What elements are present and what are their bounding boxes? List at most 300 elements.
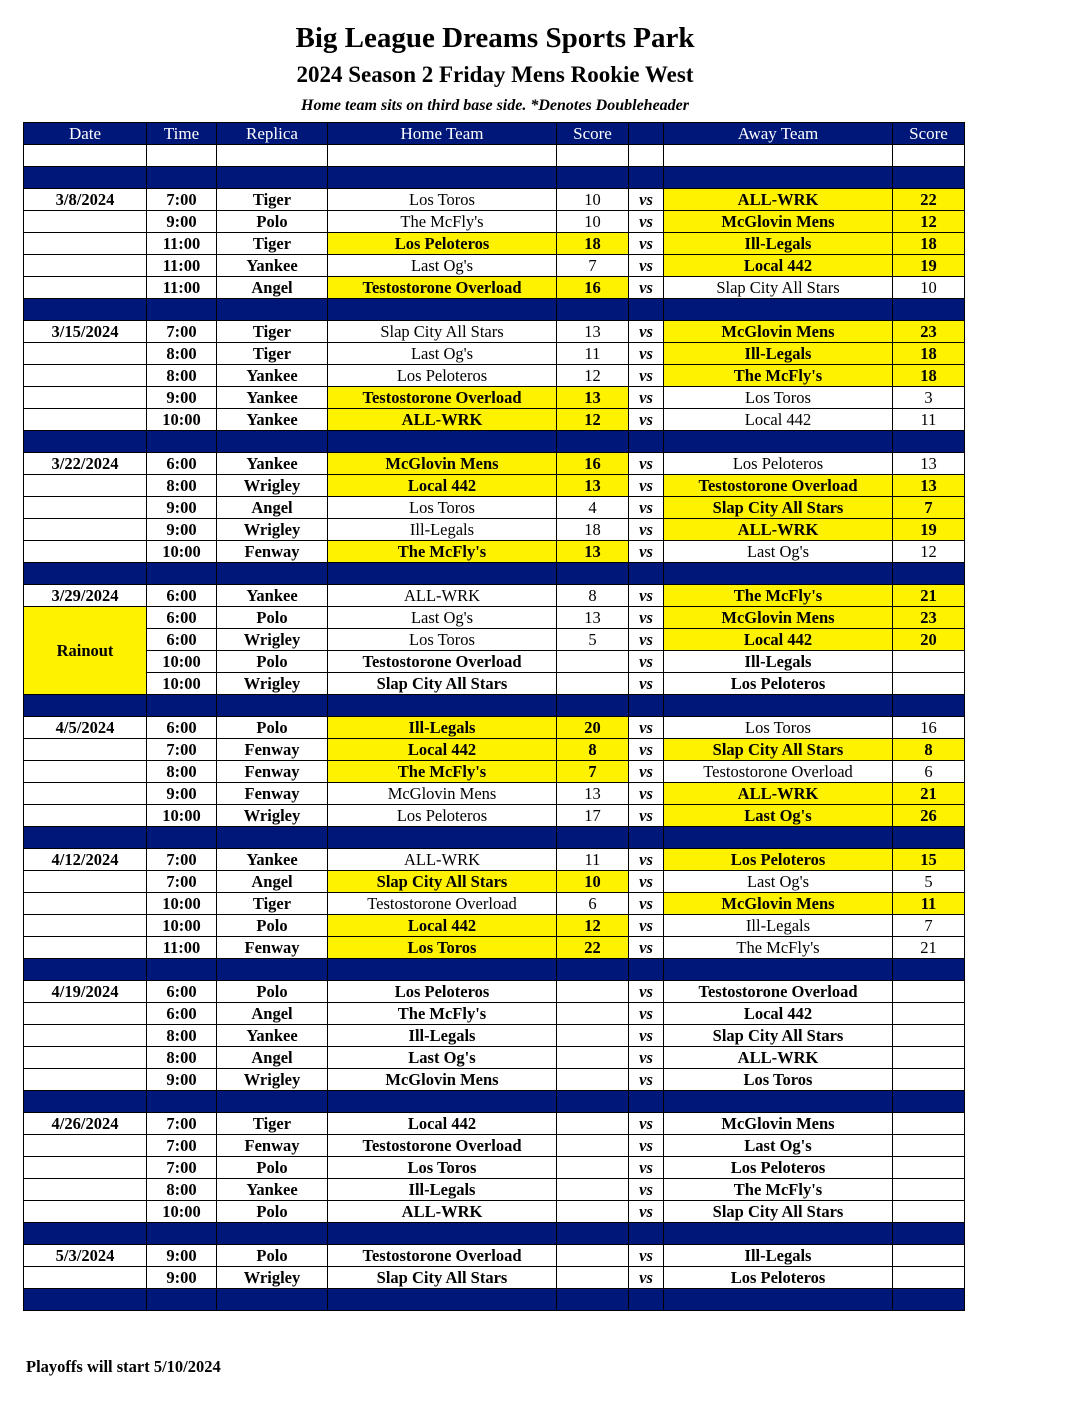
home-score: 13 bbox=[557, 541, 629, 563]
away-team: Los Peloteros bbox=[664, 1267, 893, 1289]
away-team: Slap City All Stars bbox=[664, 497, 893, 519]
home-score bbox=[557, 651, 629, 673]
week-separator-row-cell bbox=[217, 1091, 328, 1113]
vs-label: vs bbox=[629, 607, 664, 629]
week-separator-row-cell bbox=[147, 563, 217, 585]
away-team: Testostorone Overload bbox=[664, 475, 893, 497]
away-score: 21 bbox=[893, 783, 965, 805]
vs-label: vs bbox=[629, 343, 664, 365]
away-team: McGlovin Mens bbox=[664, 211, 893, 233]
game-replica: Fenway bbox=[217, 761, 328, 783]
week-separator-row-cell bbox=[629, 167, 664, 189]
away-score: 19 bbox=[893, 519, 965, 541]
week-separator-row-cell bbox=[328, 563, 557, 585]
schedule-body bbox=[24, 145, 965, 1311]
away-score: 26 bbox=[893, 805, 965, 827]
away-team: Los Peloteros bbox=[664, 453, 893, 475]
table-row bbox=[24, 255, 965, 277]
away-score: 7 bbox=[893, 497, 965, 519]
home-score: 12 bbox=[557, 365, 629, 387]
away-team: Testostorone Overload bbox=[664, 981, 893, 1003]
table-row bbox=[24, 673, 965, 695]
home-team: The McFly's bbox=[328, 211, 557, 233]
away-score bbox=[893, 1003, 965, 1025]
game-date-empty bbox=[24, 365, 147, 387]
game-date: 4/26/2024 bbox=[24, 1113, 147, 1135]
away-score: 10 bbox=[893, 277, 965, 299]
game-time: 11:00 bbox=[147, 233, 217, 255]
game-date-empty bbox=[24, 783, 147, 805]
week-separator-row-cell bbox=[147, 1223, 217, 1245]
game-date: 3/15/2024 bbox=[24, 321, 147, 343]
away-team: Last Og's bbox=[664, 541, 893, 563]
table-row bbox=[24, 937, 965, 959]
home-score: 7 bbox=[557, 255, 629, 277]
table-row bbox=[24, 717, 965, 739]
week-separator-row-cell bbox=[629, 695, 664, 717]
game-replica: Wrigley bbox=[217, 805, 328, 827]
game-replica: Fenway bbox=[217, 1135, 328, 1157]
game-replica: Wrigley bbox=[217, 1069, 328, 1091]
vs-label: vs bbox=[629, 409, 664, 431]
game-replica: Angel bbox=[217, 1003, 328, 1025]
home-team: Last Og's bbox=[328, 343, 557, 365]
week-separator-row-cell bbox=[24, 299, 147, 321]
game-date: 4/5/2024 bbox=[24, 717, 147, 739]
home-team: ALL-WRK bbox=[328, 409, 557, 431]
vs-label: vs bbox=[629, 1025, 664, 1047]
game-date: 4/12/2024 bbox=[24, 849, 147, 871]
away-score: 18 bbox=[893, 365, 965, 387]
away-team: Ill-Legals bbox=[664, 233, 893, 255]
game-time: 8:00 bbox=[147, 1025, 217, 1047]
home-team: Los Toros bbox=[328, 937, 557, 959]
game-date-empty bbox=[24, 805, 147, 827]
away-team: Slap City All Stars bbox=[664, 1201, 893, 1223]
vs-label: vs bbox=[629, 1179, 664, 1201]
away-score bbox=[893, 1113, 965, 1135]
home-score: 6 bbox=[557, 893, 629, 915]
week-separator-row-cell bbox=[217, 431, 328, 453]
vs-label: vs bbox=[629, 497, 664, 519]
home-team: Los Toros bbox=[328, 1157, 557, 1179]
home-score: 13 bbox=[557, 387, 629, 409]
home-team: McGlovin Mens bbox=[328, 1069, 557, 1091]
away-team: Los Peloteros bbox=[664, 849, 893, 871]
week-separator-row-cell bbox=[557, 959, 629, 981]
game-date-empty bbox=[24, 871, 147, 893]
game-time: 11:00 bbox=[147, 277, 217, 299]
game-time: 6:00 bbox=[147, 1003, 217, 1025]
game-time: 10:00 bbox=[147, 1201, 217, 1223]
vs-label: vs bbox=[629, 1003, 664, 1025]
vs-label: vs bbox=[629, 1135, 664, 1157]
away-team: Local 442 bbox=[664, 629, 893, 651]
game-replica: Angel bbox=[217, 871, 328, 893]
table-row bbox=[24, 739, 965, 761]
game-replica: Tiger bbox=[217, 189, 328, 211]
week-separator-row bbox=[24, 959, 965, 981]
rainout-note: Rainout bbox=[24, 607, 147, 695]
week-separator-row-cell bbox=[893, 1223, 965, 1245]
away-team: ALL-WRK bbox=[664, 783, 893, 805]
column-header-time: Time bbox=[147, 123, 217, 145]
home-team: Los Peloteros bbox=[328, 365, 557, 387]
vs-label: vs bbox=[629, 871, 664, 893]
game-replica: Wrigley bbox=[217, 519, 328, 541]
away-team: ALL-WRK bbox=[664, 189, 893, 211]
game-time: 9:00 bbox=[147, 519, 217, 541]
week-separator-row-cell bbox=[893, 167, 965, 189]
away-score bbox=[893, 651, 965, 673]
week-separator-row-cell bbox=[147, 1091, 217, 1113]
vs-label: vs bbox=[629, 1157, 664, 1179]
table-row bbox=[24, 1245, 965, 1267]
home-score bbox=[557, 1157, 629, 1179]
game-time: 10:00 bbox=[147, 805, 217, 827]
home-team: McGlovin Mens bbox=[328, 453, 557, 475]
game-replica: Fenway bbox=[217, 937, 328, 959]
away-team: The McFly's bbox=[664, 1179, 893, 1201]
home-score bbox=[557, 1245, 629, 1267]
away-team: Last Og's bbox=[664, 805, 893, 827]
away-score: 13 bbox=[893, 475, 965, 497]
away-score: 3 bbox=[893, 387, 965, 409]
week-separator-row-cell bbox=[328, 167, 557, 189]
column-header-home-team: Home Team bbox=[328, 123, 557, 145]
game-date-empty bbox=[24, 475, 147, 497]
week-separator-row-cell bbox=[328, 959, 557, 981]
game-replica: Angel bbox=[217, 497, 328, 519]
home-score: 10 bbox=[557, 189, 629, 211]
table-row bbox=[24, 387, 965, 409]
game-date-empty bbox=[24, 739, 147, 761]
table-row bbox=[24, 453, 965, 475]
home-score: 20 bbox=[557, 717, 629, 739]
game-time: 10:00 bbox=[147, 893, 217, 915]
away-score: 8 bbox=[893, 739, 965, 761]
home-team: The McFly's bbox=[328, 541, 557, 563]
table-row bbox=[24, 211, 965, 233]
week-separator-row-cell bbox=[557, 1289, 629, 1311]
game-date-empty bbox=[24, 497, 147, 519]
page-title: Big League Dreams Sports Park bbox=[295, 22, 695, 54]
game-time: 7:00 bbox=[147, 189, 217, 211]
away-score bbox=[893, 1267, 965, 1289]
home-score: 18 bbox=[557, 233, 629, 255]
vs-label: vs bbox=[629, 541, 664, 563]
away-score bbox=[893, 1047, 965, 1069]
game-replica: Tiger bbox=[217, 893, 328, 915]
week-separator-row-cell bbox=[147, 167, 217, 189]
away-score: 21 bbox=[893, 585, 965, 607]
game-time: 9:00 bbox=[147, 1245, 217, 1267]
week-separator-row-cell bbox=[629, 959, 664, 981]
game-time: 8:00 bbox=[147, 343, 217, 365]
week-separator-row-cell bbox=[217, 167, 328, 189]
home-team: Ill-Legals bbox=[328, 1179, 557, 1201]
week-separator-row-cell bbox=[664, 959, 893, 981]
game-replica: Yankee bbox=[217, 255, 328, 277]
week-separator-row bbox=[24, 1091, 965, 1113]
away-score: 6 bbox=[893, 761, 965, 783]
home-team: Ill-Legals bbox=[328, 1025, 557, 1047]
table-row bbox=[24, 475, 965, 497]
game-time: 6:00 bbox=[147, 981, 217, 1003]
away-team: The McFly's bbox=[664, 365, 893, 387]
home-team: Testostorone Overload bbox=[328, 1135, 557, 1157]
home-team: Testostorone Overload bbox=[328, 277, 557, 299]
vs-label: vs bbox=[629, 321, 664, 343]
vs-label: vs bbox=[629, 1069, 664, 1091]
table-row bbox=[24, 519, 965, 541]
playoffs-note: Playoffs will start 5/10/2024 bbox=[26, 1357, 221, 1376]
home-team: McGlovin Mens bbox=[328, 783, 557, 805]
game-time: 9:00 bbox=[147, 387, 217, 409]
week-separator-row-cell bbox=[629, 1289, 664, 1311]
game-time: 10:00 bbox=[147, 915, 217, 937]
game-date-empty bbox=[24, 1135, 147, 1157]
week-separator-row-cell bbox=[217, 299, 328, 321]
vs-label: vs bbox=[629, 365, 664, 387]
week-separator-row-cell bbox=[557, 1091, 629, 1113]
away-score: 23 bbox=[893, 321, 965, 343]
schedule-note: Home team sits on third base side. *Denotes Doubleheader bbox=[301, 97, 689, 114]
table-row bbox=[24, 233, 965, 255]
table-row bbox=[24, 1157, 965, 1179]
table-row bbox=[24, 409, 965, 431]
home-team: Los Peloteros bbox=[328, 233, 557, 255]
game-date: 3/22/2024 bbox=[24, 453, 147, 475]
blank-row-cell bbox=[629, 145, 664, 167]
game-replica: Yankee bbox=[217, 453, 328, 475]
home-team: Local 442 bbox=[328, 739, 557, 761]
week-separator-row-cell bbox=[557, 431, 629, 453]
home-score: 12 bbox=[557, 915, 629, 937]
game-replica: Wrigley bbox=[217, 629, 328, 651]
away-score: 12 bbox=[893, 541, 965, 563]
vs-label: vs bbox=[629, 1267, 664, 1289]
week-separator-row-cell bbox=[147, 1289, 217, 1311]
week-separator-row-cell bbox=[629, 299, 664, 321]
away-score: 16 bbox=[893, 717, 965, 739]
vs-label: vs bbox=[629, 519, 664, 541]
home-team: Testostorone Overload bbox=[328, 1245, 557, 1267]
game-date-empty bbox=[24, 915, 147, 937]
game-time: 10:00 bbox=[147, 541, 217, 563]
table-row bbox=[24, 541, 965, 563]
home-score: 5 bbox=[557, 629, 629, 651]
away-score: 20 bbox=[893, 629, 965, 651]
vs-label: vs bbox=[629, 255, 664, 277]
vs-label: vs bbox=[629, 893, 664, 915]
game-time: 8:00 bbox=[147, 761, 217, 783]
table-row bbox=[24, 849, 965, 871]
away-team: Local 442 bbox=[664, 409, 893, 431]
home-team: The McFly's bbox=[328, 761, 557, 783]
week-separator-row-cell bbox=[217, 695, 328, 717]
game-time: 9:00 bbox=[147, 497, 217, 519]
vs-label: vs bbox=[629, 233, 664, 255]
table-row bbox=[24, 871, 965, 893]
column-header-away-team: Away Team bbox=[664, 123, 893, 145]
column-header-vs bbox=[629, 123, 664, 145]
week-separator-row-cell bbox=[664, 431, 893, 453]
game-replica: Fenway bbox=[217, 783, 328, 805]
week-separator-row-cell bbox=[24, 1091, 147, 1113]
away-team: Los Toros bbox=[664, 717, 893, 739]
game-time: 6:00 bbox=[147, 453, 217, 475]
away-score: 7 bbox=[893, 915, 965, 937]
page-subtitle: 2024 Season 2 Friday Mens Rookie West bbox=[296, 62, 694, 87]
column-header-replica: Replica bbox=[217, 123, 328, 145]
game-replica: Wrigley bbox=[217, 673, 328, 695]
week-separator-row-cell bbox=[557, 563, 629, 585]
home-team: Los Peloteros bbox=[328, 981, 557, 1003]
week-separator-row-cell bbox=[24, 1289, 147, 1311]
table-row bbox=[24, 761, 965, 783]
away-score: 12 bbox=[893, 211, 965, 233]
game-replica: Wrigley bbox=[217, 1267, 328, 1289]
game-replica: Polo bbox=[217, 1201, 328, 1223]
game-date-empty bbox=[24, 409, 147, 431]
away-team: Los Toros bbox=[664, 1069, 893, 1091]
home-score: 11 bbox=[557, 849, 629, 871]
vs-label: vs bbox=[629, 805, 664, 827]
vs-label: vs bbox=[629, 739, 664, 761]
game-time: 6:00 bbox=[147, 607, 217, 629]
week-separator-row bbox=[24, 827, 965, 849]
week-separator-row-cell bbox=[217, 959, 328, 981]
blank-row-cell bbox=[147, 145, 217, 167]
table-row bbox=[24, 1135, 965, 1157]
game-replica: Tiger bbox=[217, 343, 328, 365]
week-separator-row-cell bbox=[147, 959, 217, 981]
week-separator-row-cell bbox=[328, 299, 557, 321]
home-score: 7 bbox=[557, 761, 629, 783]
week-separator-row-cell bbox=[147, 695, 217, 717]
week-separator-row-cell bbox=[557, 1223, 629, 1245]
home-score bbox=[557, 1025, 629, 1047]
week-separator-row-cell bbox=[147, 827, 217, 849]
week-separator-row-cell bbox=[147, 431, 217, 453]
home-team: Slap City All Stars bbox=[328, 321, 557, 343]
vs-label: vs bbox=[629, 761, 664, 783]
away-score bbox=[893, 981, 965, 1003]
table-row bbox=[24, 629, 965, 651]
away-score bbox=[893, 1179, 965, 1201]
away-score: 18 bbox=[893, 343, 965, 365]
column-header-date: Date bbox=[24, 123, 147, 145]
home-team: Local 442 bbox=[328, 915, 557, 937]
week-separator-row-cell bbox=[328, 695, 557, 717]
away-team: The McFly's bbox=[664, 585, 893, 607]
home-score: 13 bbox=[557, 321, 629, 343]
week-separator-row-cell bbox=[893, 1289, 965, 1311]
home-team: Last Og's bbox=[328, 607, 557, 629]
away-score bbox=[893, 1157, 965, 1179]
home-score bbox=[557, 1113, 629, 1135]
table-row bbox=[24, 915, 965, 937]
away-team: McGlovin Mens bbox=[664, 1113, 893, 1135]
week-separator-row bbox=[24, 431, 965, 453]
week-separator-row-cell bbox=[629, 827, 664, 849]
home-score: 11 bbox=[557, 343, 629, 365]
week-separator-row-cell bbox=[629, 563, 664, 585]
away-team: Ill-Legals bbox=[664, 1245, 893, 1267]
away-score bbox=[893, 1025, 965, 1047]
home-team: ALL-WRK bbox=[328, 585, 557, 607]
table-row bbox=[24, 607, 965, 629]
away-score bbox=[893, 1245, 965, 1267]
table-row bbox=[24, 1113, 965, 1135]
week-separator-row-cell bbox=[893, 431, 965, 453]
home-team: Slap City All Stars bbox=[328, 1267, 557, 1289]
game-replica: Polo bbox=[217, 981, 328, 1003]
blank-row-cell bbox=[217, 145, 328, 167]
game-time: 11:00 bbox=[147, 937, 217, 959]
table-row bbox=[24, 343, 965, 365]
vs-label: vs bbox=[629, 783, 664, 805]
away-score bbox=[893, 1201, 965, 1223]
home-team: Last Og's bbox=[328, 1047, 557, 1069]
game-date-empty bbox=[24, 761, 147, 783]
home-score: 10 bbox=[557, 871, 629, 893]
vs-label: vs bbox=[629, 1201, 664, 1223]
home-score: 13 bbox=[557, 475, 629, 497]
game-date-empty bbox=[24, 519, 147, 541]
home-score bbox=[557, 1201, 629, 1223]
column-header-home-score: Score bbox=[557, 123, 629, 145]
away-team: The McFly's bbox=[664, 937, 893, 959]
away-score: 11 bbox=[893, 893, 965, 915]
blank-row-cell bbox=[557, 145, 629, 167]
blank-row-cell bbox=[664, 145, 893, 167]
game-replica: Yankee bbox=[217, 585, 328, 607]
week-separator-row-cell bbox=[629, 1223, 664, 1245]
away-score: 22 bbox=[893, 189, 965, 211]
vs-label: vs bbox=[629, 475, 664, 497]
week-separator-row-cell bbox=[893, 1091, 965, 1113]
table-row bbox=[24, 783, 965, 805]
game-date-empty bbox=[24, 387, 147, 409]
table-row bbox=[24, 651, 965, 673]
game-date-empty bbox=[24, 233, 147, 255]
table-row bbox=[24, 321, 965, 343]
vs-label: vs bbox=[629, 453, 664, 475]
blank-row-cell bbox=[893, 145, 965, 167]
week-separator-row bbox=[24, 695, 965, 717]
game-date-empty bbox=[24, 937, 147, 959]
week-separator-row-cell bbox=[664, 563, 893, 585]
away-team: McGlovin Mens bbox=[664, 607, 893, 629]
away-team: Slap City All Stars bbox=[664, 277, 893, 299]
home-score bbox=[557, 673, 629, 695]
home-score: 16 bbox=[557, 453, 629, 475]
away-team: Local 442 bbox=[664, 255, 893, 277]
game-date-empty bbox=[24, 277, 147, 299]
table-row bbox=[24, 1179, 965, 1201]
week-separator-row-cell bbox=[664, 299, 893, 321]
table-header-row bbox=[24, 123, 965, 145]
week-separator-row-cell bbox=[328, 827, 557, 849]
week-separator-row-cell bbox=[24, 563, 147, 585]
week-separator-row-cell bbox=[24, 431, 147, 453]
home-score bbox=[557, 981, 629, 1003]
table-row bbox=[24, 365, 965, 387]
home-team: Last Og's bbox=[328, 255, 557, 277]
away-score: 19 bbox=[893, 255, 965, 277]
